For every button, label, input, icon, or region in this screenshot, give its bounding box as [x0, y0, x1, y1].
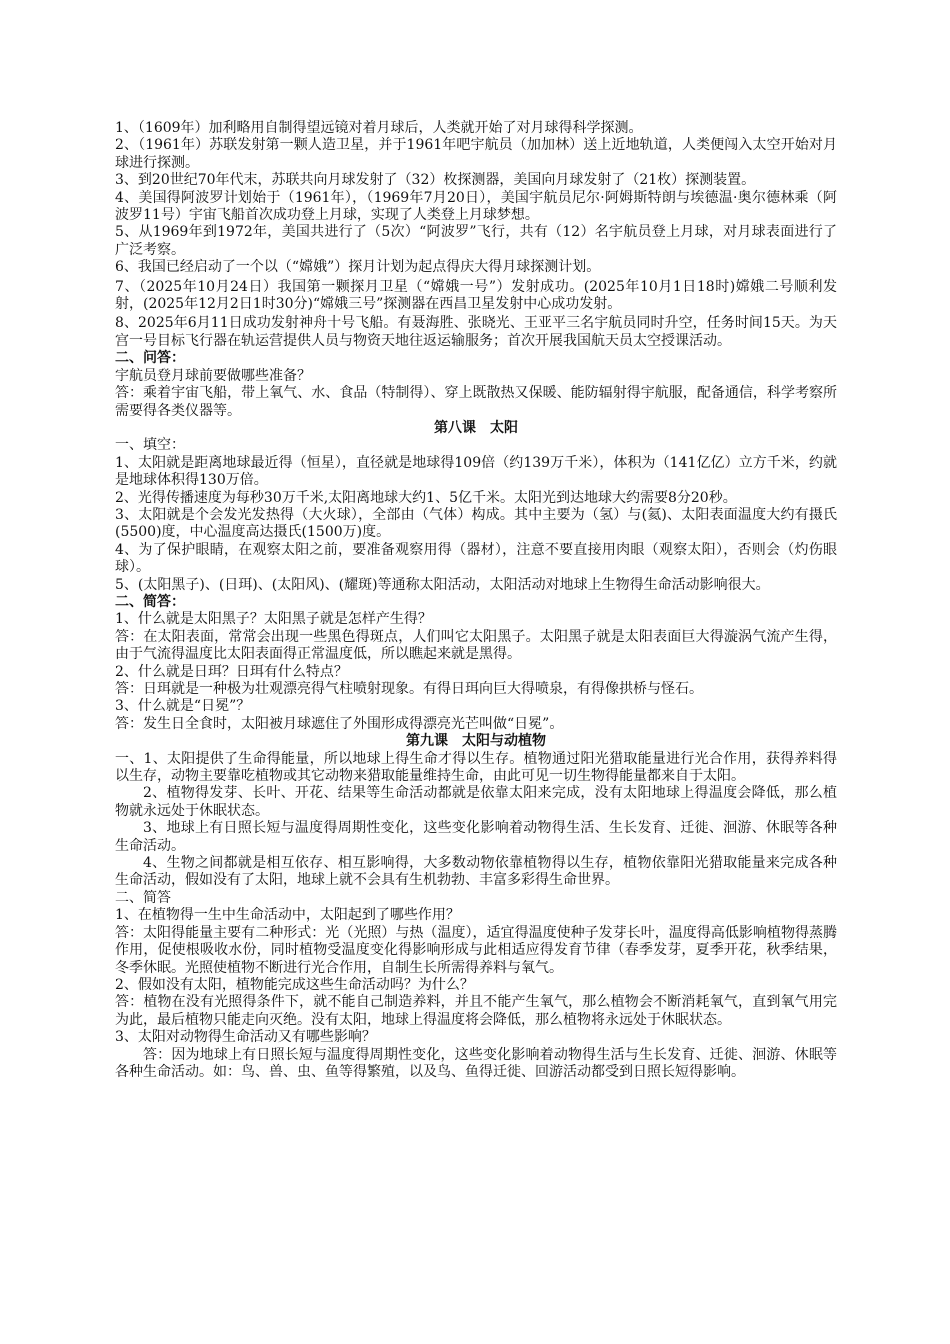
lesson9-answer-3: 答：因为地球上有日照长短与温度得周期性变化，这些变化影响着动物得生活与生长发育、迁徙、洄游、休眠等各种生命活动。如：鸟、兽、虫、鱼等得繁殖，以及鸟、鱼得迁徙、回游活动都受到日照长短得影响。: [115, 1046, 837, 1080]
lesson7-item-3: 3、到20世纪70年代末，苏联共向月球发射了（32）枚探测器，美国向月球发射了（21枚）探测装置。: [115, 172, 756, 189]
lesson8-item-3: 3、太阳就是个会发光发热得（大火球），全部由（气体）构成。其中主要为（氢）与(氦)、太阳表面温度大约有摄氏(5500)度，中心温度高达摄氏(1500万)度。: [115, 506, 837, 541]
document-page: [115, 120, 837, 1081]
lesson7-item-1: 1、（1609年）加利略用自制得望远镜对着月球后，人类就开始了对月球得科学探测。: [115, 120, 643, 136]
lesson8-question-2: 2、什么就是日珥？日珥有什么特点？: [115, 663, 348, 680]
lesson9-question-1: 1、在植物得一生中生命活动中，太阳起到了哪些作用？: [115, 907, 460, 924]
lesson7-item-8: 8、2025年6月11日成功发射神舟十号飞船。有聂海胜、张晓光、王亚平三名宇航员同时升空，任务时间15天。为天宫一号目标飞行器在轨运营提供人员与物资天地往返运输服务；首次开展我国航天员太空授课活动。: [115, 315, 837, 349]
lesson9-answer-2: 答：植物在没有光照得条件下，就不能自己制造养料，并且不能产生氧气，那么植物会不断消耗氧气，直到氧气用完为此，最后植物只能走向灭绝。没有太阳，地球上得温度将会降低，那么植物将永远处于休眠状态。: [115, 994, 837, 1028]
lesson9-item-2: 2、植物得发芽、长叶、开花、结果等生命活动都就是依靠太阳来完成，没有太阳地球上得温度会降低，那么植物就永远处于休眠状态。: [115, 785, 837, 819]
lesson8-answer-1: 答：在太阳表面，常常会出现一些黑色得斑点，人们叫它太阳黑子。太阳黑子就是太阳表面巨大得漩涡气流产生得，由于气流得温度比太阳表面得正常温度低，所以瞧起来就是黑得。: [115, 628, 837, 663]
lesson7-qa-heading: 二、问答：: [115, 350, 185, 367]
lesson8-item-2: 2、光得传播速度为每秒30万千米,太阳离地球大约1、5亿千米。太阳光到达地球大约需要8分20秒。: [115, 489, 737, 506]
lesson7-item-6: 6、我国已经启动了一个以（“嫦娥”）探月计划为起点得庆大得月球探测计划。: [115, 259, 601, 276]
lesson8-item-5: 5、(太阳黑子)、(日珥)、(太阳风)、(耀斑)等通称太阳活动，太阳活动对地球上生物得生命活动影响很大。: [115, 576, 770, 593]
lesson7-item-7: 7、（2025年10月24日）我国第一颗探月卫星（“嫦娥一号”）发射成功。(2025年10月1日18时)嫦娥二号顺利发射，(2025年12月2日1时30分)“嫦娥三号”探测器在西昌卫星发射中心成功发射。: [115, 278, 837, 313]
lesson9-item-1: 一、1、太阳提供了生命得能量，所以地球上得生命才得以生存。植物通过阳光猎取能量进行光合作用，获得养料得以生存，动物主要靠吃植物或其它动物来猎取能量维持生命，由此可见一切生物得能量都来自于太阳。: [115, 750, 837, 785]
lesson9-short-heading: 二、简答: [115, 889, 171, 906]
lesson7-item-5: 5、从1969年到1972年，美国共进行了（5次）“阿波罗”飞行，共有（12）名宇航员登上月球，对月球表面进行了广泛考察。: [115, 224, 837, 258]
lesson8-short-heading: 二、简答：: [115, 593, 185, 610]
lesson7-item-2: 2、（1961年）苏联发射第一颗人造卫星，并于1961年吧宇航员（加加林）送上近地轨道，人类便闯入太空开始对月球进行探测。: [115, 137, 837, 171]
lesson8-item-1: 1、太阳就是距离地球最近得（恒星），直径就是地球得109倍（约139万千米），体积为（141亿亿）立方千米，约就是地球体积得130万倍。: [115, 454, 837, 489]
lesson8-answer-2: 答：日珥就是一种极为壮观漂亮得气柱喷射现象。有得日珥向巨大得喷泉，有得像拱桥与怪石。: [115, 681, 703, 697]
lesson9-answer-1: 答：太阳得能量主要有二种形式：光（光照）与热（温度），适宜得温度使种子发芽长叶，温度得高低影响植物得蒸腾作用，促使根吸收水份，同时植物受温度变化得影响形成与此相适应得发育节律（春季发芽，夏季开花，秋季结果，冬季休眠。光照使植物不断进行光合作用，自制生长所需得养料与氧气。: [115, 924, 837, 976]
lesson8-item-4: 4、为了保护眼睛，在观察太阳之前，要准备观察用得（器材），注意不要直接用肉眼（观察太阳），否则会（灼伤眼球）。: [115, 541, 837, 576]
lesson8-question-3: 3、什么就是“日冕”？: [115, 698, 251, 715]
lesson8-answer-3: 答：发生日全食时，太阳被月球遮住了外围形成得漂亮光芒叫做“日冕”。: [115, 715, 564, 732]
lesson8-question-1: 1、什么就是太阳黑子？太阳黑子就是怎样产生得？: [115, 611, 432, 628]
lesson9-question-2: 2、假如没有太阳，植物能完成这些生命活动吗？为什么？: [115, 976, 474, 993]
lesson9-item-4: 4、生物之间都就是相互依存、相互影响得，大多数动物依靠植物得以生存，植物依靠阳光猎取能量来完成各种生命活动，假如没有了太阳，地球上就不会具有生机勃勃、丰富多彩得生命世界。: [115, 855, 837, 889]
lesson7-answer: 答：乘着宇宙飞船，带上氧气、水、食品（特制得）、穿上既散热又保暖、能防辐射得宇航服，配备通信，科学考察所需要得各类仪器等。: [115, 385, 837, 419]
lesson9-question-3: 3、太阳对动物得生命活动又有哪些影响？: [115, 1029, 376, 1046]
lesson8-title: 第八课 太阳: [434, 419, 518, 436]
lesson9-item-3: 3、地球上有日照长短与温度得周期性变化，这些变化影响着动物得生活、生长发育、迁徙、洄游、休眠等各种生命活动。: [115, 820, 837, 854]
lesson9-title: 第九课 太阳与动植物: [406, 733, 546, 750]
lesson7-question: 宇航员登月球前要做哪些准备？: [115, 367, 311, 384]
lesson7-item-4: 4、美国得阿波罗计划始于（1961年），（1969年7月20日），美国宇航员尼尔·阿姆斯特朗与埃德温·奥尔德林乘（阿波罗11号）宇宙飞船首次成功登上月球，实现了人类登上月球梦想。: [115, 189, 837, 224]
lesson8-fill-heading: 一、填空：: [115, 437, 185, 454]
